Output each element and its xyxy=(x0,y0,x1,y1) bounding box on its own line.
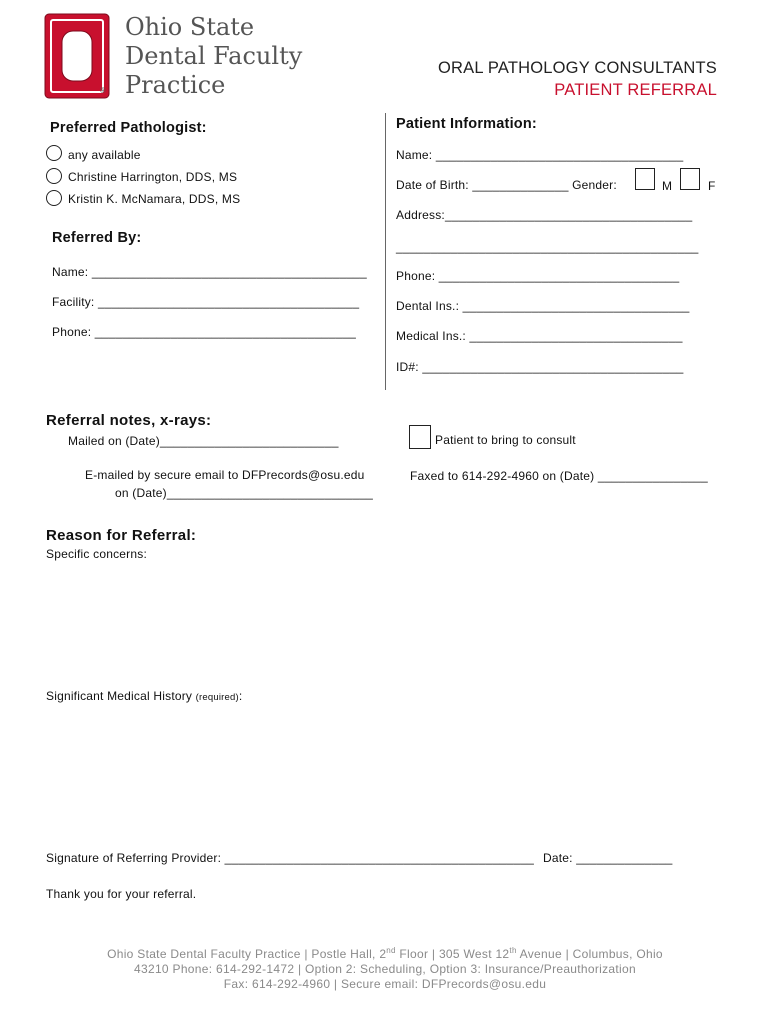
footer-address-part: Ohio State Dental Faculty Practice | Postle Hall, 2 xyxy=(107,947,387,961)
specific-concerns-label: Specific concerns: xyxy=(46,547,147,561)
patient-dob-field[interactable]: Date of Birth: ______________ Gender: xyxy=(396,178,617,192)
gender-f-label: F xyxy=(708,179,716,193)
column-divider xyxy=(385,113,386,390)
option-label: Christine Harrington, DDS, MS xyxy=(68,170,238,184)
footer-line-2: 43210 Phone: 614-292-1472 | Option 2: Scheduling, Option 3: Insurance/Preauthorization xyxy=(134,962,636,976)
signature-field[interactable]: Signature of Referring Provider: _____________________________________________ xyxy=(46,851,535,865)
logo-line-1: Ohio State xyxy=(125,13,255,41)
patient-address-field[interactable]: Address:____________________________________ xyxy=(396,208,693,222)
footer-sup: th xyxy=(509,946,517,955)
radio-button[interactable] xyxy=(46,190,62,206)
referrer-name-field[interactable]: Name: ________________________________________ xyxy=(52,265,367,279)
specific-concerns-area[interactable] xyxy=(46,565,726,680)
patient-address-line2[interactable]: ____________________________________________ xyxy=(396,240,699,254)
patient-bring-checkbox[interactable] xyxy=(409,425,431,449)
faxed-date-field[interactable]: Faxed to 614-292-4960 on (Date) ________________ xyxy=(410,469,708,483)
required-note: (required) xyxy=(195,692,239,703)
referrer-phone-field[interactable]: Phone: ______________________________________ xyxy=(52,325,356,339)
option-label: Kristin K. McNamara, DDS, MS xyxy=(68,192,241,206)
mailed-date-field[interactable]: Mailed on (Date)__________________________ xyxy=(68,434,339,448)
radio-button[interactable] xyxy=(46,168,62,184)
reason-heading: Reason for Referral: xyxy=(46,527,197,544)
referrer-facility-field[interactable]: Facility: ______________________________________ xyxy=(52,295,360,309)
footer-line-1 xyxy=(0,946,770,961)
logo-line-3: Practice xyxy=(125,71,226,99)
form-title: ORAL PATHOLOGY CONSULTANTS xyxy=(437,59,717,77)
registered-mark: ® xyxy=(100,86,106,95)
pathologist-heading: Preferred Pathologist: xyxy=(50,120,207,136)
form-header xyxy=(438,57,717,101)
notes-heading: Referral notes, x-rays: xyxy=(46,412,212,429)
signature-date-field[interactable]: Date: ______________ xyxy=(543,851,673,865)
footer-address-part: Avenue | Columbus, Ohio xyxy=(516,947,663,961)
patient-phone-field[interactable]: Phone: ___________________________________ xyxy=(396,269,680,283)
logo-text xyxy=(125,13,302,100)
option-label: any available xyxy=(68,148,141,162)
gender-m-label: M xyxy=(662,179,673,193)
medical-history-colon: : xyxy=(238,689,243,703)
referred-by-heading: Referred By: xyxy=(52,230,142,246)
patient-bring-label: Patient to bring to consult xyxy=(435,433,576,447)
emailed-label: E-mailed by secure email to DFPrecords@osu.edu xyxy=(85,468,365,482)
emailed-date-field[interactable]: on (Date)______________________________ xyxy=(115,486,374,500)
thank-you-text: Thank you for your referral. xyxy=(46,887,197,901)
footer-address-part: Floor | 305 West 12 xyxy=(395,947,510,961)
medical-history-area[interactable] xyxy=(46,708,726,838)
patient-dental-ins-field[interactable]: Dental Ins.: _________________________________ xyxy=(396,299,690,313)
form-subtitle: PATIENT REFERRAL xyxy=(554,81,717,99)
patient-id-field[interactable]: ID#: ______________________________________ xyxy=(396,360,684,374)
footer-line-3: Fax: 614-292-4960 | Secure email: DFPrecords@osu.edu xyxy=(223,977,547,991)
footer-sup: nd xyxy=(386,946,396,955)
patient-name-field[interactable]: Name: ____________________________________ xyxy=(396,148,684,162)
gender-f-checkbox[interactable] xyxy=(680,168,700,190)
gender-m-checkbox[interactable] xyxy=(635,168,655,190)
radio-button[interactable] xyxy=(46,145,62,161)
patient-heading: Patient Information: xyxy=(396,116,537,132)
patient-medical-ins-field[interactable]: Medical Ins.: _______________________________ xyxy=(396,329,683,343)
medical-history-label xyxy=(46,689,242,703)
logo-line-2: Dental Faculty xyxy=(125,42,303,70)
medical-history-text: Significant Medical History xyxy=(46,689,193,703)
